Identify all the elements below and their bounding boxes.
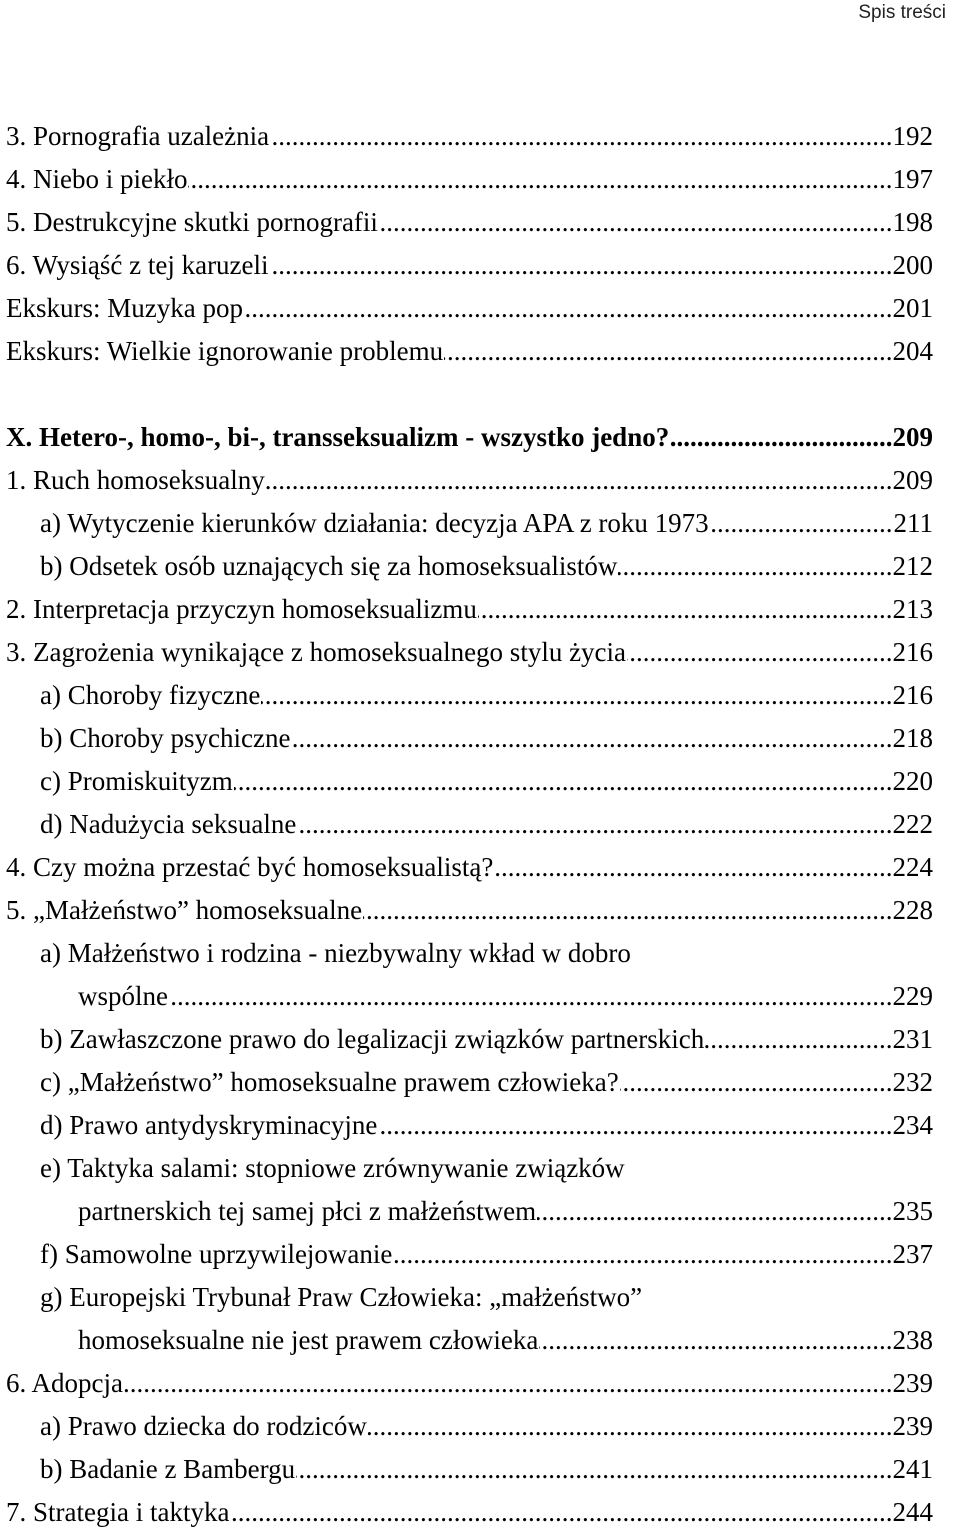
toc-entry-label: 1. Ruch homoseksualny xyxy=(6,460,266,500)
toc-entry[interactable] xyxy=(0,1062,960,1102)
toc-entry-page-number: 224 xyxy=(892,847,934,887)
toc-entry[interactable] xyxy=(0,1406,960,1446)
toc-entry-label: Ekskurs: Wielkie ignorowanie problemu xyxy=(6,331,444,371)
toc-entry-page-number: 232 xyxy=(892,1062,934,1102)
toc-entry[interactable] xyxy=(0,288,960,328)
toc-entry-label: a) Małżeństwo i rodzina - niezbywalny wkład w dobro xyxy=(40,933,632,973)
toc-entry-label: 7. Strategia i taktyka xyxy=(6,1492,230,1532)
toc-entry-label: b) Choroby psychiczne xyxy=(40,718,291,758)
toc-entry[interactable] xyxy=(0,116,960,156)
toc-entry-page-number: 239 xyxy=(892,1363,934,1403)
toc-entry-page-number: 241 xyxy=(892,1449,934,1489)
toc-entry[interactable] xyxy=(0,675,960,715)
toc-entry-label: c) Promiskuityzm xyxy=(40,761,234,801)
toc-entry-label: e) Taktyka salami: stopniowe zrównywanie związków xyxy=(40,1148,626,1188)
toc-entry-page-number: 211 xyxy=(893,503,934,543)
toc-entry-label: d) Nadużycia seksualne xyxy=(40,804,297,844)
toc-entry-label: 6. Adopcja xyxy=(6,1363,124,1403)
toc-entry-page-number: 216 xyxy=(892,632,934,672)
toc-entry-label: d) Prawo antydyskryminacyjne xyxy=(40,1105,378,1145)
toc-entry-label: c) „Małżeństwo” homoseksualne prawem człowieka? xyxy=(40,1062,620,1102)
toc-entry-page-number: 234 xyxy=(892,1105,934,1145)
toc-entry[interactable] xyxy=(0,890,960,930)
toc-entry[interactable] xyxy=(0,1449,960,1489)
toc-entry-page-number: 239 xyxy=(892,1406,934,1446)
toc-entry[interactable] xyxy=(0,1191,960,1231)
toc-entry-page-number: 220 xyxy=(892,761,934,801)
toc-entry-label: a) Wytyczenie kierunków działania: decyzja APA z roku 1973 xyxy=(40,503,710,543)
toc-entry-page-number: 235 xyxy=(892,1191,934,1231)
toc-entry-page-number: 198 xyxy=(892,202,934,242)
toc-entry-page-number: 216 xyxy=(892,675,934,715)
toc-entry-page-number: 218 xyxy=(892,718,934,758)
toc-entry-label: Ekskurs: Muzyka pop xyxy=(6,288,244,328)
toc-entry-page-number: 222 xyxy=(892,804,934,844)
toc-entry-page-number: 197 xyxy=(892,159,934,199)
toc-entry[interactable] xyxy=(0,1320,960,1360)
toc-entry[interactable] xyxy=(0,331,960,371)
toc-entry-label: 3. Pornografia uzależnia xyxy=(6,116,270,156)
toc-entry-label: f) Samowolne uprzywilejowanie xyxy=(40,1234,393,1274)
toc-entry[interactable] xyxy=(0,245,960,285)
toc-entry-label: b) Zawłaszczone prawo do legalizacji związków partnerskich xyxy=(40,1019,705,1059)
toc-entry[interactable] xyxy=(0,1492,960,1532)
toc-entry-label: X. Hetero-, homo-, bi-, transseksualizm - wszystko jedno? xyxy=(6,417,670,457)
toc-entry-page-number: 228 xyxy=(892,890,934,930)
toc-entry-page-number: 201 xyxy=(892,288,934,328)
toc-entry[interactable] xyxy=(0,159,960,199)
toc-entry-page-number: 200 xyxy=(892,245,934,285)
toc-leader-dots xyxy=(6,1363,933,1403)
toc-entry[interactable] xyxy=(0,460,960,500)
toc-leader-dots xyxy=(78,976,933,1016)
toc-entry-label: partnerskich tej samej płci z małżeństwem xyxy=(78,1191,537,1231)
toc-entry[interactable] xyxy=(0,632,960,672)
toc-entry[interactable] xyxy=(0,417,960,457)
toc-entry[interactable] xyxy=(0,933,960,973)
toc-entry[interactable] xyxy=(0,1105,960,1145)
toc-entry-page-number: 192 xyxy=(892,116,934,156)
toc-entry[interactable] xyxy=(0,1234,960,1274)
toc-entry[interactable] xyxy=(0,1148,960,1188)
toc-entry[interactable] xyxy=(0,847,960,887)
toc-entry-label: 4. Czy można przestać być homoseksualistą? xyxy=(6,847,494,887)
toc-entry[interactable] xyxy=(0,718,960,758)
toc-entry[interactable] xyxy=(0,1363,960,1403)
toc-entry-label: b) Badanie z Bambergu xyxy=(40,1449,296,1489)
toc-entry-label: 2. Interpretacja przyczyn homoseksualizmu xyxy=(6,589,478,629)
toc-entry-label: 3. Zagrożenia wynikające z homoseksualnego stylu życia xyxy=(6,632,627,672)
toc-entry[interactable] xyxy=(0,503,960,543)
toc-entry-label: 4. Niebo i piekło xyxy=(6,159,188,199)
toc-entry-label: homoseksualne nie jest prawem człowieka xyxy=(78,1320,539,1360)
toc-entry-page-number: 212 xyxy=(892,546,934,586)
toc-entry-page-number: 237 xyxy=(892,1234,934,1274)
toc-entry-label: a) Prawo dziecka do rodziców xyxy=(40,1406,368,1446)
toc-entry-page-number: 209 xyxy=(892,417,934,457)
toc-entry-label: 5. Destrukcyjne skutki pornografii xyxy=(6,202,379,242)
toc-entry[interactable] xyxy=(0,976,960,1016)
toc-entry[interactable] xyxy=(0,1019,960,1059)
toc-entry[interactable] xyxy=(0,1277,960,1317)
toc-entry-page-number: 238 xyxy=(892,1320,934,1360)
toc-entry[interactable] xyxy=(0,546,960,586)
toc-entry-label: a) Choroby fizyczne xyxy=(40,675,261,715)
toc-entry-page-number: 231 xyxy=(892,1019,934,1059)
toc-entry-label: g) Europejski Trybunał Praw Człowieka: „małżeństwo” xyxy=(40,1277,643,1317)
toc-entry-label: 5. „Małżeństwo” homoseksualne xyxy=(6,890,363,930)
toc-entry-page-number: 229 xyxy=(892,976,934,1016)
toc-entry-page-number: 209 xyxy=(892,460,934,500)
toc-entry[interactable] xyxy=(0,589,960,629)
page-header-title: Spis treści xyxy=(858,2,946,23)
toc-entry-page-number: 204 xyxy=(892,331,934,371)
toc-entry-page-number: 244 xyxy=(892,1492,934,1532)
toc-entry[interactable] xyxy=(0,804,960,844)
toc-entry-label: wspólne xyxy=(78,976,169,1016)
toc-entry[interactable] xyxy=(0,761,960,801)
toc-entry-label: 6. Wysiąść z tej karuzeli xyxy=(6,245,270,285)
toc-entry[interactable] xyxy=(0,202,960,242)
toc-entry-page-number: 213 xyxy=(892,589,934,629)
toc-entry-label: b) Odsetek osób uznających się za homoseksualistów xyxy=(40,546,618,586)
